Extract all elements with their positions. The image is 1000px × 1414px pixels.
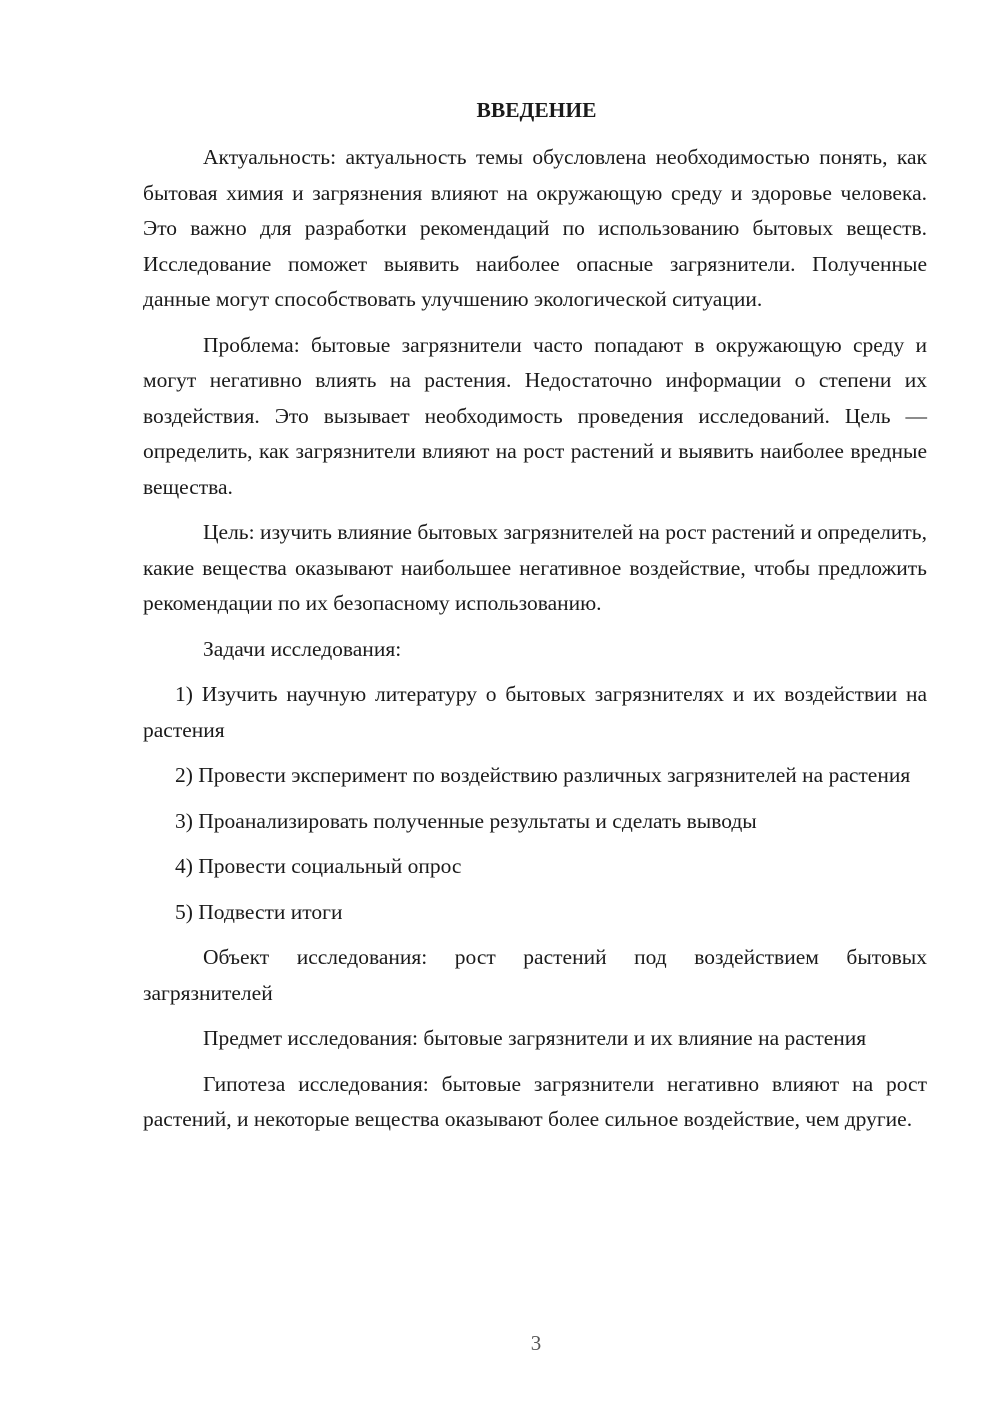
- task-item: 5) Подвести итоги: [175, 899, 343, 924]
- task-item: 3) Проанализировать полученные результаты и сделать выводы: [175, 808, 757, 833]
- paragraph-subject: Предмет исследования: бытовые загрязнители и их влияние на растения: [203, 1026, 867, 1050]
- page-title: ВВЕДЕНИЕ: [476, 98, 597, 122]
- task-item: 1) Изучить научную литературу о бытовых загрязнителях и их воздействии на растения: [143, 682, 927, 742]
- paragraph-hypothesis: Гипотеза исследования: бытовые загрязнители негативно влияют на рост растений, и некоторые вещества оказывают более сильное воздействие, чем другие.: [143, 1071, 927, 1131]
- paragraph-goal: Цель: изучить влияние бытовых загрязнителей на рост растений и определить, какие вещества оказывают наибольшее негативное воздействие, чтобы предложить рекомендации по их безопасному использованию.: [143, 520, 927, 615]
- page-number: 3: [530, 1331, 542, 1355]
- task-item: 2) Провести эксперимент по воздействию различных загрязнителей на растения: [175, 763, 911, 787]
- paragraph-tasks-heading: Задачи исследования:: [203, 636, 402, 661]
- paragraph-relevance: Актуальность: актуальность темы обусловлена необходимостью понять, как бытовая химия и загрязнения влияют на окружающую среду и здоровье человека. Это важно для разработки рекомендаций по использованию бытовых веществ. Исследование поможет выявить наиболее опасные загрязнители. Полученные данные могут способствовать улучшению экологической ситуации.: [143, 145, 927, 311]
- paragraph-problem: Проблема: бытовые загрязнители часто попадают в окружающую среду и могут негативно влиять на растения. Недостаточно информации о степени их воздействия. Это вызывает необходимость проведения исследований. Цель — определить, как загрязнители влияют на рост растений и выявить наиболее вредные вещества.: [143, 332, 927, 499]
- task-item: 4) Провести социальный опрос: [175, 854, 462, 878]
- document-page: [143, 94, 927, 1138]
- paragraph-object: Объект исследования: рост растений под воздействием бытовых загрязнителей: [143, 945, 927, 1005]
